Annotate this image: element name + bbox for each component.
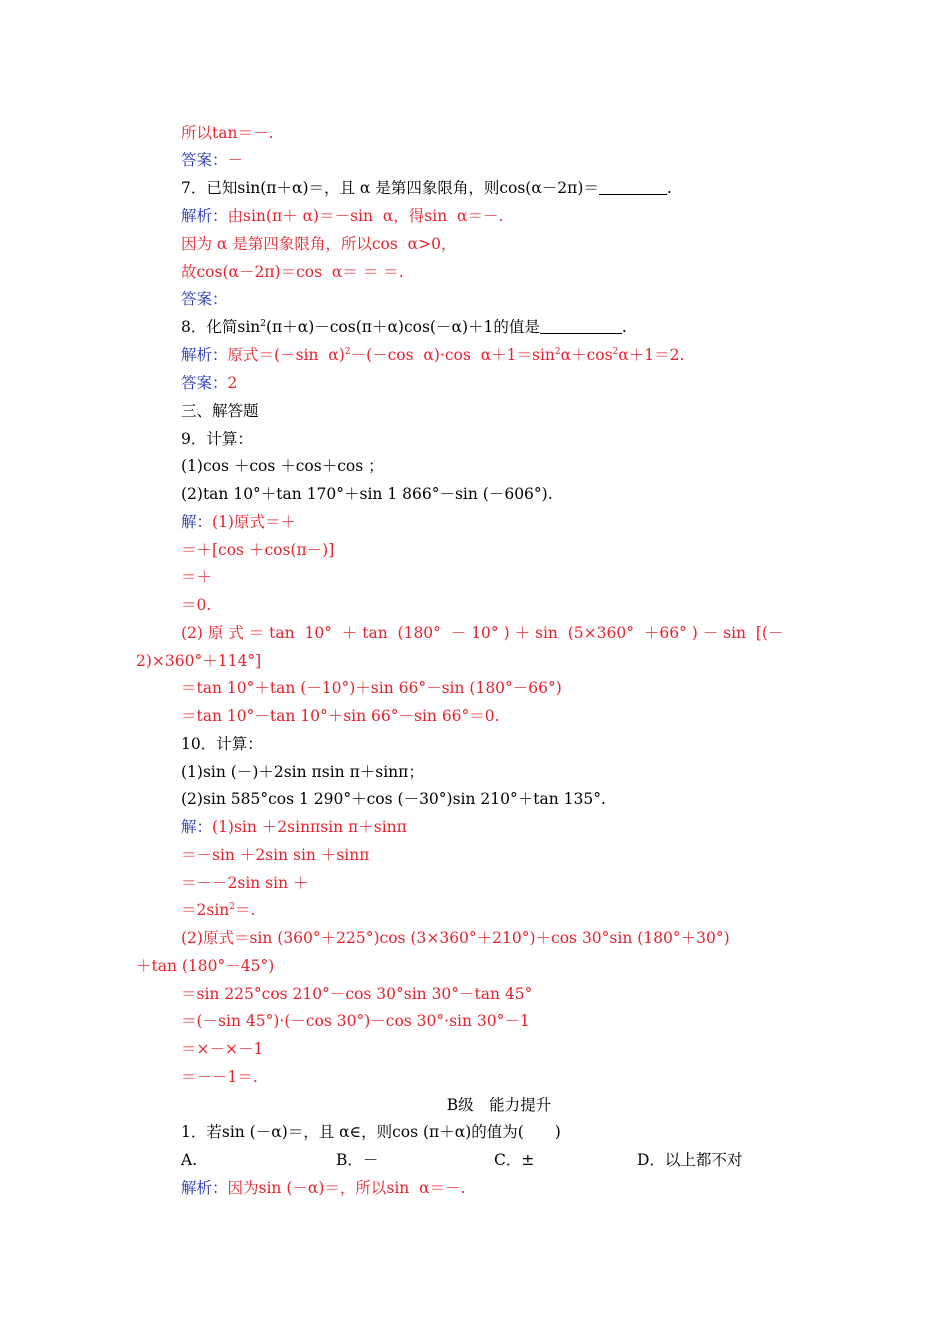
- answer-label: 答案：: [181, 290, 228, 308]
- solution-line: ＝×－×－1: [181, 1040, 264, 1058]
- solution-line: ＝＋: [181, 568, 213, 586]
- answer-line: [181, 286, 228, 312]
- solution-line: ＝tan 10°＋tan (－10°)＋sin 66°－sin (180°－66°): [181, 679, 562, 697]
- option-b: B．－: [336, 1151, 379, 1169]
- solution-line: 解析：因为sin (－α)＝，所以sin α＝－.: [181, 1179, 466, 1197]
- question-b1: 1．若sin (－α)＝，且 α∈，则cos (π＋α)的值为( ): [181, 1123, 561, 1141]
- question-10-part-1: (1)sin (－)＋2sin πsin π＋sinπ；: [181, 763, 424, 781]
- solution-label: 解析：: [181, 1179, 228, 1197]
- solution-line: 解：(1)sin ＋2sinπsin π＋sinπ: [181, 818, 407, 836]
- answer-line: 答案：－: [181, 151, 244, 169]
- solution-line: ＝(－sin 45°)·(－cos 30°)－cos 30°·sin 30°－1: [181, 1012, 530, 1030]
- solution-line: 2)×360°＋114°]: [136, 652, 262, 670]
- solution-line: ＝0.: [181, 596, 212, 614]
- solution-line: ＝－－2sin sin ＋: [181, 874, 309, 892]
- solution-line: ＝－sin ＋2sin sin ＋sinπ: [181, 846, 370, 864]
- solution-line: 解：(1)原式＝＋: [181, 513, 296, 531]
- question-b1-options: [181, 1147, 881, 1173]
- option-d: D．以上都不对: [637, 1151, 743, 1169]
- section-heading-b: B级 能力提升: [446, 1096, 552, 1114]
- question-9: 9．计算：: [181, 430, 253, 448]
- answer-line: 答案：2: [181, 374, 238, 392]
- solution-line: 解析：由sin(π＋ α)＝－sin α，得sin α＝－.: [181, 207, 504, 225]
- solution-label: 解析：: [181, 207, 228, 225]
- text-line: 所以tan＝－.: [181, 124, 274, 142]
- option-a: A.: [181, 1151, 198, 1169]
- solution-label: 解：: [181, 513, 213, 531]
- solution-line: ＋tan (180°－45°): [136, 957, 275, 975]
- answer-blank: [599, 178, 667, 195]
- solution-line: 因为 α 是第四象限角，所以cos α>0，: [181, 235, 457, 253]
- answer-label: 答案：: [181, 374, 228, 392]
- solution-line: ＝－－1＝.: [181, 1068, 258, 1086]
- solution-label: 解析：: [181, 346, 228, 364]
- solution-line: $=2\sin^2=$.: [181, 901, 256, 919]
- solution-line: (2) 原 式 ＝ tan 10° ＋ tan (180° － 10° ) ＋ sin (5×360° ＋66° ) － sin [(－: [181, 624, 784, 642]
- question-10: 10．计算：: [181, 735, 263, 753]
- answer-blank: [540, 317, 622, 334]
- solution-line: ＝sin 225°cos 210°－cos 30°sin 30°－tan 45°: [181, 985, 533, 1003]
- question-8: 8．化简$\sin^2(\pi+\alpha)-\cos(\pi+\alpha)\cos(-\alpha)+1$的值是 .: [181, 318, 627, 336]
- answer-label: 答案：: [181, 151, 228, 169]
- question-7: 7．已知sin(π＋α)＝，且 α 是第四象限角，则cos(α－2π)＝ .: [181, 179, 672, 197]
- question-9-part-1: (1)cos ＋cos ＋cos＋cos ；: [181, 457, 384, 475]
- solution-line: 解析：原式＝(－sin α)$^2$－(－cos α)·cos $\alpha+1=\sin^2\alpha+\cos^2\alpha+1=2$.: [181, 346, 685, 364]
- solution-line: ＝＋[cos ＋cos(π－)]: [181, 541, 335, 559]
- section-heading: 三、解答题: [181, 402, 259, 420]
- question-9-part-2: (2)tan 10°＋tan 170°＋sin 1 866°－sin (－606°).: [181, 485, 553, 503]
- solution-line: ＝tan 10°－tan 10°＋sin 66°－sin 66°＝0.: [181, 707, 500, 725]
- option-c: C．±: [494, 1151, 535, 1169]
- solution-line: 故cos(α－2π)＝cos α＝ ＝ ＝.: [181, 263, 404, 281]
- solution-line: (2)原式＝sin (360°＋225°)cos (3×360°＋210°)＋cos 30°sin (180°＋30°): [181, 929, 730, 947]
- solution-label: 解：: [181, 818, 213, 836]
- question-10-part-2: (2)sin 585°cos 1 290°＋cos (－30°)sin 210°＋tan 135°.: [181, 790, 606, 808]
